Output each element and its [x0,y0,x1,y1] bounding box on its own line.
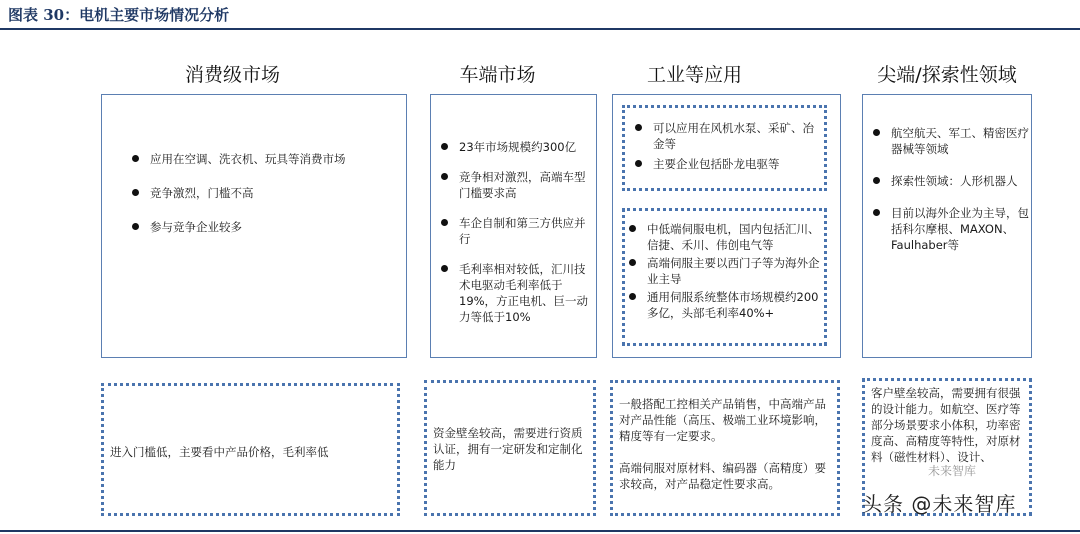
bullet-icon [132,189,139,196]
watermark-overlay: 未来智库 [928,464,977,478]
list-item: 探索性领域：人形机器人 [869,173,1029,189]
industrial-general-box [622,105,827,191]
list-item: 可以应用在风机水泵、采矿、冶金等 [631,120,821,152]
list-item: 毛利率相对较低，汇川技术电驱动毛利率低于19%，方正电机、巨一动力等低于10% [437,261,593,325]
vehicle-barrier-text: 资金壁垒较高，需要进行资质认证，拥有一定研发和定制化能力 [433,426,583,472]
list-item: 竞争激烈，门槛不高 [128,185,398,201]
bullet-icon [873,209,880,216]
bullet-icon [132,155,139,162]
industrial-apps-box [612,94,841,358]
list-item: 车企自制和第三方供应并行 [437,215,593,247]
list-item: 参与竞争企业较多 [128,219,398,235]
vehicle-market-box [430,94,597,358]
frontier-fields-box [862,94,1032,358]
list-item: 高端伺服主要以西门子等为海外企业主导 [625,255,823,287]
footer-divider [0,530,1080,532]
list-item: 竞争相对激烈，高端车型门槛要求高 [437,169,593,201]
title-divider [0,28,1080,30]
bullet-icon [629,293,636,300]
frontier-barrier-text: 客户壁垒较高，需要拥有很强的设计能力。如航空、医疗等部分场景要求小体积，功率密度高、高精度等特性，对原材料（磁性材料）、设计、 [871,386,1021,464]
bullet-icon [441,219,448,226]
heading-consumer-market: 消费级市场 [184,64,280,86]
heading-frontier-fields: 尖端/探索性领域 [877,64,1017,86]
list-item: 目前以海外企业为主导，包括科尔摩根、MAXON、Faulhaber等 [869,205,1029,253]
industrial-barrier-box [610,380,840,516]
bullet-icon [441,173,448,180]
bullet-icon [635,124,642,131]
list-item: 23年市场规模约300亿 [437,139,593,155]
list-item: 应用在空调、洗衣机、玩具等消费市场 [128,151,398,167]
consumer-market-box [101,94,407,358]
heading-industrial-apps: 工业等应用 [646,64,742,86]
list-item: 航空航天、军工、精密医疗器械等领域 [869,125,1029,157]
consumer-barrier-box [101,383,400,516]
bullet-icon [629,259,636,266]
watermark: 头条 @未来智库 [862,492,1017,516]
list-item: 通用伺服系统整体市场规模约200多亿，头部毛利率40%+ [625,289,823,321]
vehicle-barrier-box [424,380,596,516]
bullet-icon [873,129,880,136]
bullet-icon [635,160,642,167]
bullet-icon [441,265,448,272]
list-item: 主要企业包括卧龙电驱等 [631,156,821,172]
industrial-barrier-text-2: 高端伺服对原材料、编码器（高精度）要求较高，对产品稳定性要求高。 [619,461,826,491]
bullet-icon [873,177,880,184]
figure-title: 图表 30：电机主要市场情况分析 [8,6,230,24]
consumer-barrier-text: 进入门槛低，主要看中产品价格，毛利率低 [110,445,329,459]
bullet-icon [629,225,636,232]
industrial-barrier-text-1: 一般搭配工控相关产品销售，中高端产品对产品性能（高压、极端工业环境影响，精度等有一定要求。 [619,397,826,443]
industrial-servo-box [622,208,827,346]
list-item: 中低端伺服电机，国内包括汇川、信捷、禾川、伟创电气等 [625,221,823,253]
heading-vehicle-market: 车端市场 [459,64,536,86]
bullet-icon [441,143,448,150]
bullet-icon [132,223,139,230]
